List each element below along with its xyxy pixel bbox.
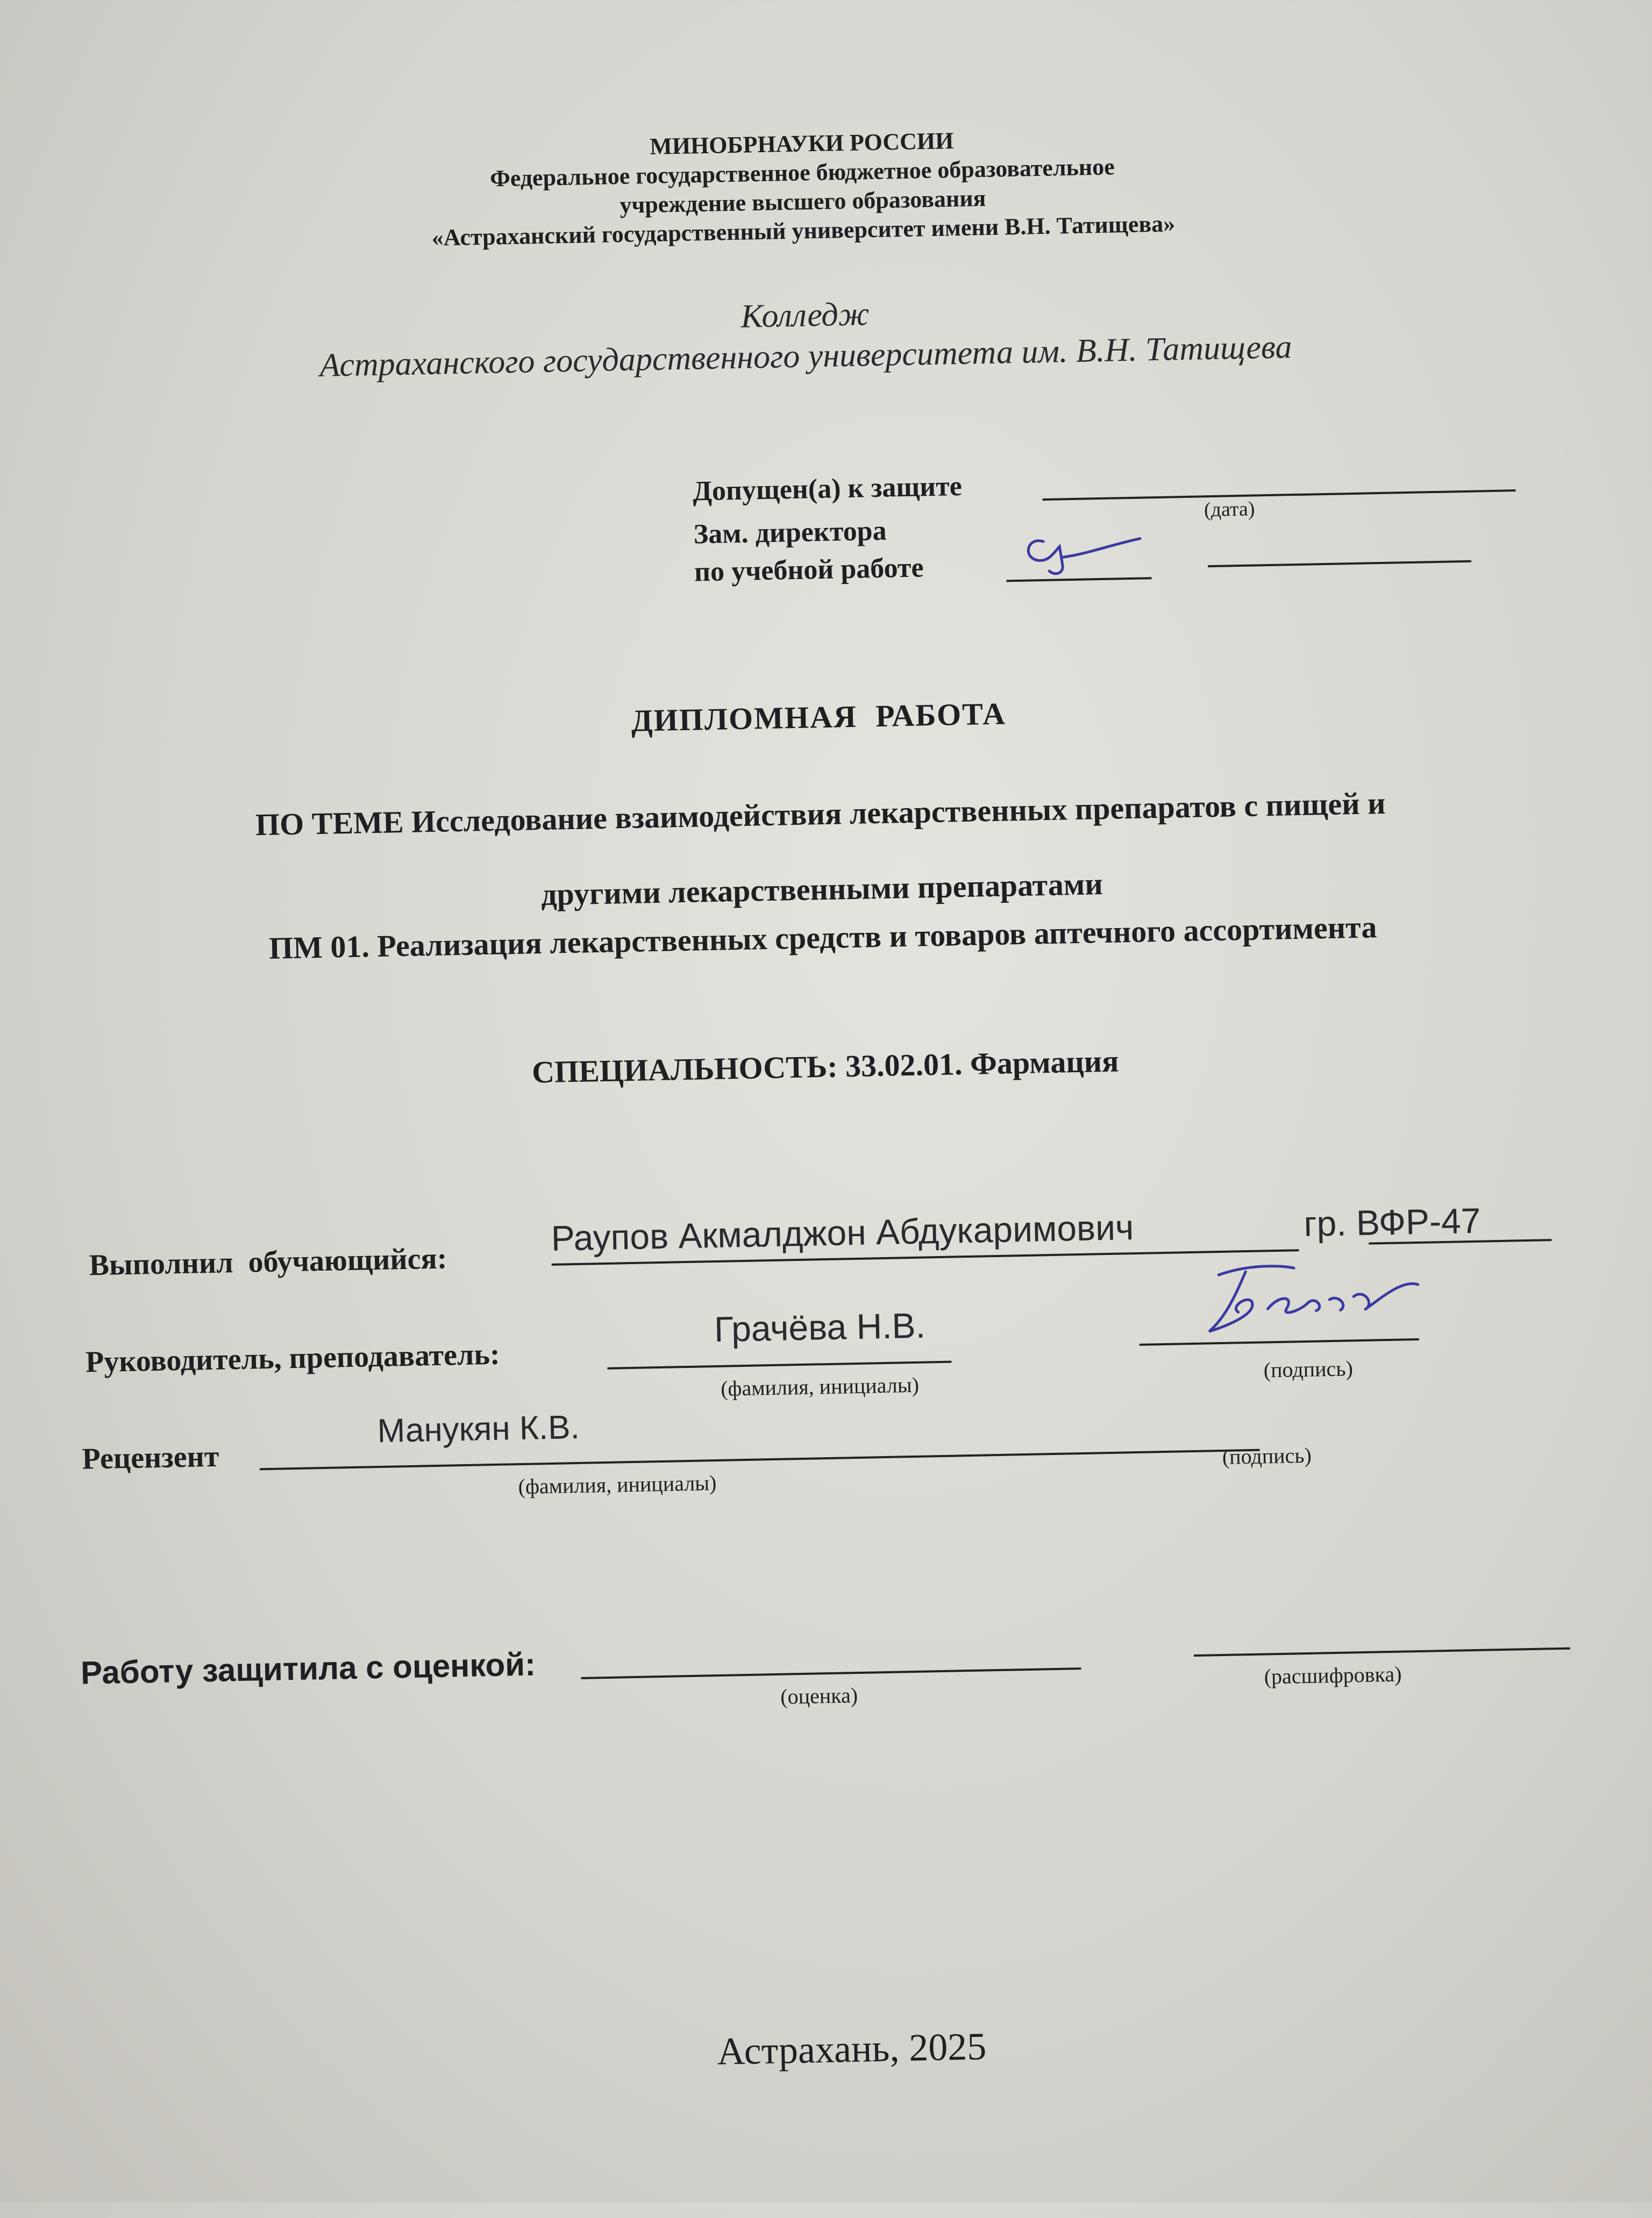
institution-line-3: «Астраханский государственный университет имени В.Н. Татищева» [431, 210, 1176, 251]
grade-caption: (оценка) [780, 1683, 858, 1709]
city-year: Астрахань, 2025 [716, 2024, 987, 2073]
executor-group: гр. ВФР-47 [1303, 1200, 1482, 1244]
topic-line-3: ПМ 01. Реализация лекарственных средств и товаров аптечного ассортимента [268, 909, 1377, 966]
topic-line-1: ПО ТЕМЕ Исследование взаимодействия лекарственных препаратов с пищей и [255, 785, 1386, 843]
document-title: ДИПЛОМНАЯ РАБОТА [631, 696, 1007, 738]
college-block [0, 279, 1626, 393]
supervisor-name: Грачёва Н.В. [714, 1305, 926, 1350]
deputy-label-line-1: Зам. директора [693, 515, 887, 550]
supervisor-name-line [607, 1361, 951, 1370]
deputy-signature [1011, 523, 1152, 585]
specialty: СПЕЦИАЛЬНОСТЬ: 33.02.01. Фармация [531, 1043, 1120, 1090]
institution-line-2: учреждение высшего образования [619, 184, 986, 219]
defense-label: Работу защитила с оценкой: [80, 1646, 536, 1691]
supervisor-signature-caption: (подпись) [1263, 1356, 1354, 1382]
institution-line-1: Федеральное государственное бюджетное образовательное [489, 153, 1115, 192]
college-line-1: Колледж [740, 296, 870, 335]
reviewer-signature-caption: (подпись) [1222, 1443, 1312, 1469]
college-line-2: Астраханского государственного университета им. В.Н. Татищева [319, 329, 1293, 384]
supervisor-label: Руководитель, преподаватель: [85, 1337, 501, 1379]
grade-line [581, 1667, 1081, 1679]
reviewer-name: Манукян К.В. [376, 1408, 580, 1450]
grade-decode-caption: (расшифровка) [1264, 1661, 1402, 1689]
executor-name: Раупов Акмалджон Абдукаримович [551, 1207, 1134, 1258]
grade-decode-line [1194, 1648, 1570, 1657]
deputy-name-line [1208, 560, 1471, 567]
admission-date-caption: (дата) [1204, 497, 1255, 522]
reviewer-name-caption: (фамилия, инициалы) [518, 1471, 717, 1499]
supervisor-name-caption: (фамилия, инициалы) [720, 1372, 920, 1401]
executor-label: Выполнил обучающийся: [89, 1242, 447, 1282]
supervisor-signature [1186, 1254, 1435, 1345]
ministry-name: МИНОБРНАУКИ РОССИИ [649, 127, 954, 160]
admission-label: Допущен(а) к защите [692, 470, 963, 507]
topic-line-2: другими лекарственными препаратами [540, 866, 1103, 912]
reviewer-line [260, 1449, 1260, 1471]
admission-date-line [1043, 489, 1516, 501]
reviewer-label: Рецензент [81, 1439, 219, 1476]
deputy-label-line-2: по учебной работе [694, 552, 924, 588]
ministry-header [0, 113, 1623, 261]
